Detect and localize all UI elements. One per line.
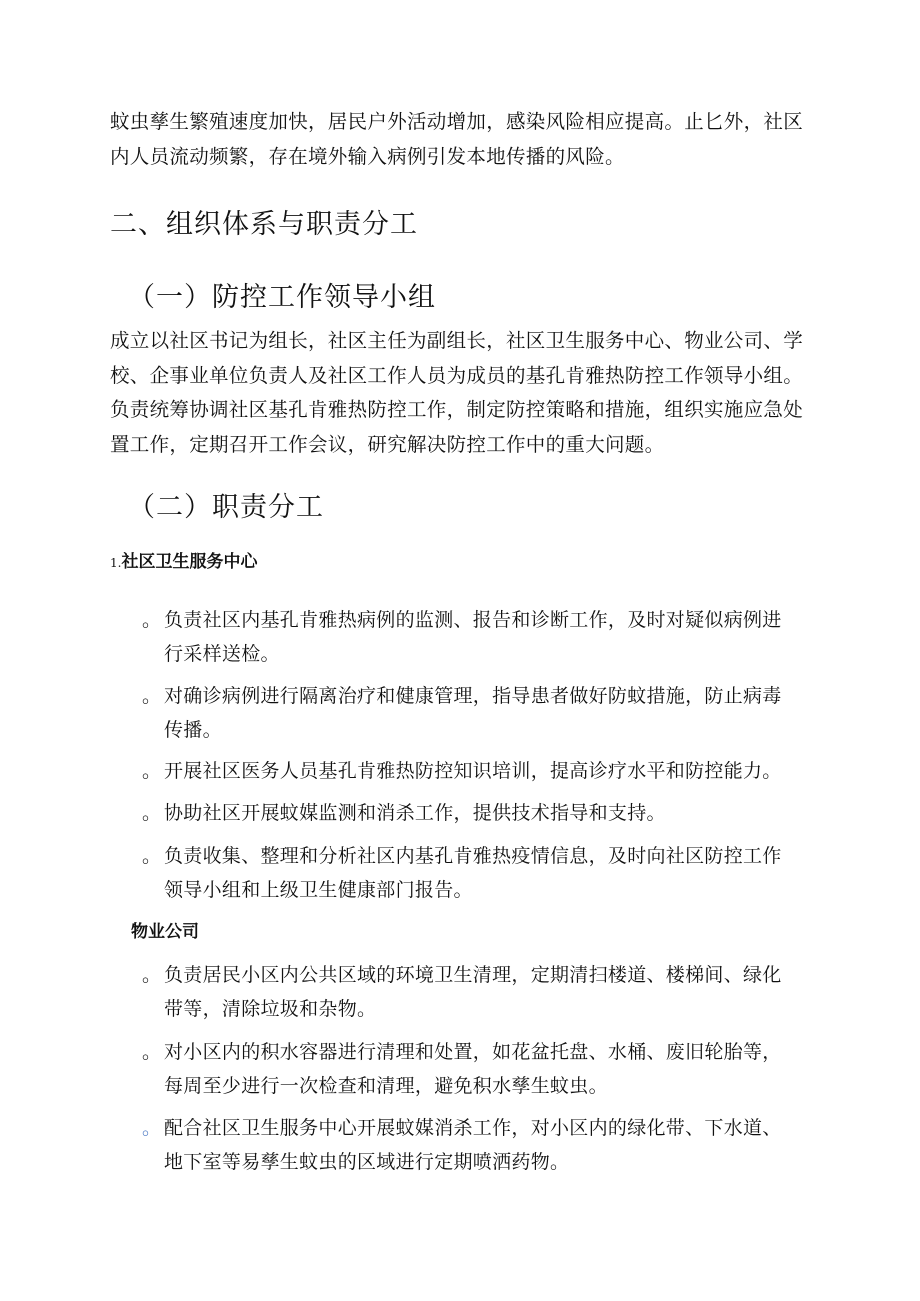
intro-line: 蚊虫孳生繁殖速度加快，居民户外活动增加，感染风险相应提高。止匕外，社区 (110, 110, 804, 133)
leadership-paragraph (110, 324, 810, 462)
list-item-line: 开展社区医务人员基孔肯雅热防控知识培训，提高诊疗水平和防控能力。 (164, 760, 782, 782)
bullet-mark: 。 (142, 1041, 162, 1063)
leadership-line: 负责统筹协调社区基孔肯雅热防控工作，制定防控策略和措施，组织实施应急处 (110, 398, 804, 421)
bullet-mark: 。 (142, 760, 162, 782)
list-item-line: 负责社区内基孔肯雅热病例的监测、报告和诊断工作，及时对疑似病例进 (164, 609, 782, 631)
health-center-heading (110, 550, 257, 575)
list-item-line: 负责收集、整理和分析社区内基孔肯雅热疫情信息，及时向社区防控工作 (164, 845, 782, 867)
heading-number: 1. (110, 556, 122, 570)
bullet-mark: 。 (142, 802, 162, 824)
bullet-mark: 。 (142, 685, 162, 707)
bullet-mark: 。 (142, 964, 162, 986)
section-heading: 二、组织体系与职责分工 (110, 209, 418, 240)
list-item-line: 协助社区开展蚊媒监测和消杀工作，提供技术指导和支持。 (164, 802, 666, 824)
list-item-line: 传播。 (164, 719, 222, 741)
list-item-line: 行采样送检。 (164, 643, 280, 665)
list-item-line: 配合社区卫生服务中心开展蚊媒消杀工作，对小区内的绿化带、下水道、 (164, 1117, 782, 1139)
leadership-line: 成立以社区书记为组长，社区主任为副组长，社区卫生服务中心、物业公司、学 (110, 329, 804, 352)
bullet-mark: 。 (142, 1117, 162, 1139)
bullet-mark: 。 (142, 845, 162, 867)
intro-paragraph (110, 105, 810, 174)
list-item-line: 地下室等易孳生蚊虫的区域进行定期喷洒药物。 (164, 1151, 570, 1173)
list-item-line: 负责居民小区内公共区域的环境卫生清理，定期清扫楼道、楼梯间、绿化 (164, 964, 782, 986)
property-heading (131, 920, 199, 944)
list-item-line: 领导小组和上级卫生健康部门报告。 (164, 879, 473, 901)
list-item-line: 对确诊病例进行隔离治疗和健康管理，指导患者做好防蚊措施，防止病毒 (164, 685, 782, 707)
leadership-line: 置工作，定期召开工作会议，研究解决防控工作中的重大问题。 (110, 432, 665, 456)
subsection-heading-leadership: （一）防控工作领导小组 (128, 282, 436, 313)
subsection-heading-duties: （二）职责分工 (128, 492, 324, 523)
bullet-mark: 。 (142, 609, 162, 631)
list-item-line: 对小区内的积水容器进行清理和处置，如花盆托盘、水桶、废旧轮胎等， (164, 1041, 782, 1063)
intro-line: 内人员流动频繁，存在境外输入病例引发本地传播的风险。 (110, 144, 625, 168)
leadership-line: 校、企事业单位负责人及社区工作人员为成员的基孔肯雅热防控工作领导小组。 (110, 363, 804, 387)
heading-text: 社区卫生服务中心 (121, 552, 258, 572)
heading-text: 物业公司 (131, 922, 199, 942)
list-item-line: 带等，清除垃圾和杂物。 (164, 998, 377, 1020)
list-item-line: 每周至少进行一次检查和清理，避免积水孳生蚊虫。 (164, 1075, 608, 1097)
